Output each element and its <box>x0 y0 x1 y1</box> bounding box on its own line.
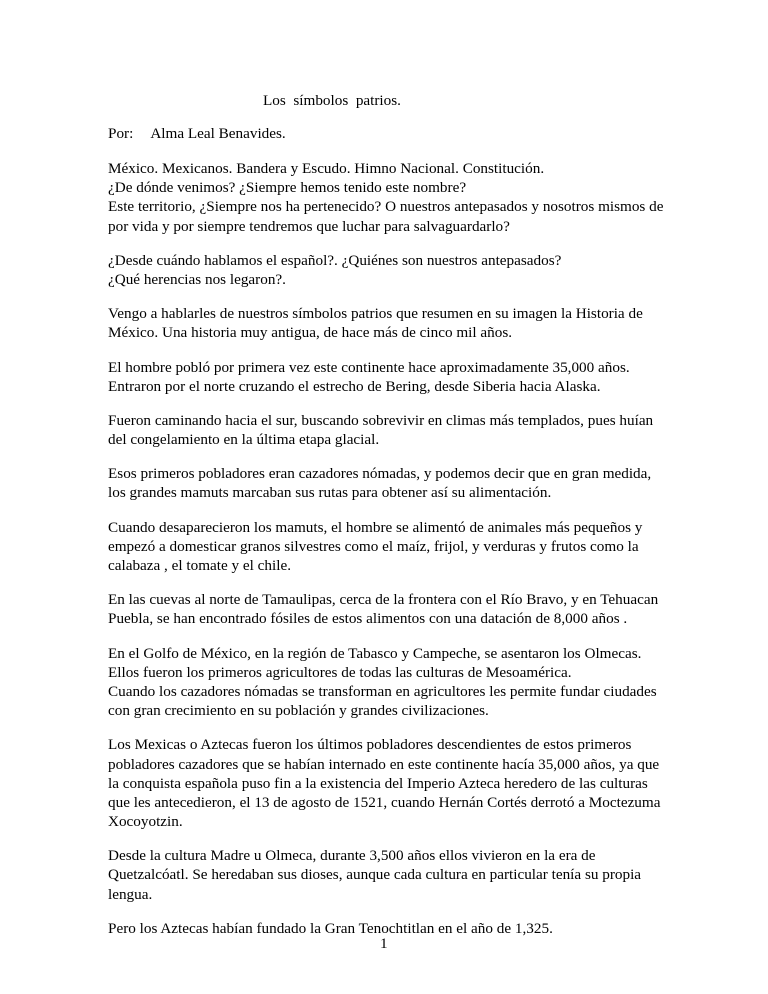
paragraph-line: empezó a domesticar granos silvestres como el maíz, frijol, y verduras y frutos como la <box>108 537 639 555</box>
paragraph <box>108 159 668 236</box>
paragraph-line: ¿Qué herencias nos legaron?. <box>108 270 286 288</box>
paragraph-line: Desde la cultura Madre u Olmeca, durante 3,500 años ellos vivieron en la era de <box>108 847 596 865</box>
paragraph-line: por vida y por siempre tendremos que luchar para salvaguardarlo? <box>108 217 510 235</box>
paragraph-line: pobladores cazadores que se habían internado en este continente hacía 35,000 años, ya que <box>108 755 660 773</box>
paragraph-line: México. Mexicanos. Bandera y Escudo. Himno Nacional. Constitución. <box>108 160 545 177</box>
paragraph-line: Vengo a hablarles de nuestros símbolos patrios que resumen en su imagen la Historia de <box>108 305 643 323</box>
paragraph-line: la conquista española puso fin a la existencia del Imperio Azteca heredero de las culturas <box>108 774 648 792</box>
paragraph-line: Ellos fueron los primeros agricultores de todas las culturas de Mesoamérica. <box>108 663 572 681</box>
paragraph-line: Pero los Aztecas habían fundado la Gran Tenochtitlan en el año de 1,325. <box>108 919 553 937</box>
paragraph-line: Los Mexicas o Aztecas fueron los últimos pobladores descendientes de estos primeros <box>108 736 632 754</box>
paragraph <box>108 304 668 342</box>
author-label: Por: <box>108 125 134 142</box>
paragraph <box>108 464 668 502</box>
paragraph-line: En las cuevas al norte de Tamaulipas, cerca de la frontera con el Río Bravo, y en Tehuacan <box>108 591 659 609</box>
paragraph-line: Quetzalcóatl. Se heredaban sus dioses, aunque cada cultura en particular tenía su propia <box>108 866 642 884</box>
paragraph-line: Xocoyotzin. <box>108 813 183 831</box>
paragraph <box>108 919 668 938</box>
paragraph-line: Puebla, se han encontrado fósiles de estos alimentos con una datación de 8,000 años . <box>108 610 628 628</box>
paragraph-line: con gran crecimiento en su población y grandes civilizaciones. <box>108 702 489 720</box>
paragraph-line: El hombre pobló por primera vez este continente hace aproximadamente 35,000 años. <box>108 358 630 376</box>
paragraph <box>108 735 668 831</box>
author-name: Alma Leal Benavides. <box>150 125 286 142</box>
paragraph-line: Este territorio, ¿Siempre nos ha pertenecido? O nuestros antepasados y nosotros mismos de <box>108 198 664 216</box>
paragraph <box>108 846 668 904</box>
paragraph-line: En el Golfo de México, en la región de Tabasco y Campeche, se asentaron los Olmecas. <box>108 644 642 662</box>
paragraph <box>108 590 668 628</box>
paragraph <box>108 518 668 576</box>
paragraph <box>108 644 668 721</box>
paragraph-line: que les antecedieron, el 13 de agosto de 1521, cuando Hernán Cortés derrotó a Moctezuma <box>108 793 661 811</box>
paragraph-line: Entraron por el norte cruzando el estrecho de Bering, desde Siberia hacia Alaska. <box>108 377 601 395</box>
paragraph-line: los grandes mamuts marcaban sus rutas para obtener así su alimentación. <box>108 484 552 502</box>
paragraph <box>108 358 668 396</box>
paragraph-line: Cuando los cazadores nómadas se transforman en agricultores les permite fundar ciudades <box>108 682 657 700</box>
paragraph-line: calabaza , el tomate y el chile. <box>108 557 291 574</box>
paragraph-line: México. Una historia muy antigua, de hace más de cinco mil años. <box>108 324 513 342</box>
paragraph-line: lengua. <box>108 885 153 903</box>
paragraph-line: Esos primeros pobladores eran cazadores nómadas, y podemos decir que en gran medida, <box>108 465 652 483</box>
author-line <box>108 124 286 143</box>
paragraph-line: del congelamiento en la última etapa glacial. <box>108 431 380 449</box>
document-body <box>108 159 668 953</box>
document-title: Los símbolos patrios. <box>263 92 401 109</box>
paragraph <box>108 251 668 289</box>
paragraph-line: ¿Desde cuándo hablamos el español?. ¿Quiénes son nuestros antepasados? <box>108 251 562 269</box>
paragraph-line: ¿De dónde venimos? ¿Siempre hemos tenido este nombre? <box>108 179 467 197</box>
page-number: 1 <box>380 935 388 952</box>
paragraph-line: Cuando desaparecieron los mamuts, el hombre se alimentó de animales más pequeños y <box>108 518 643 536</box>
paragraph <box>108 411 668 449</box>
paragraph-line: Fueron caminando hacia el sur, buscando sobrevivir en climas más templados, pues huían <box>108 411 654 429</box>
